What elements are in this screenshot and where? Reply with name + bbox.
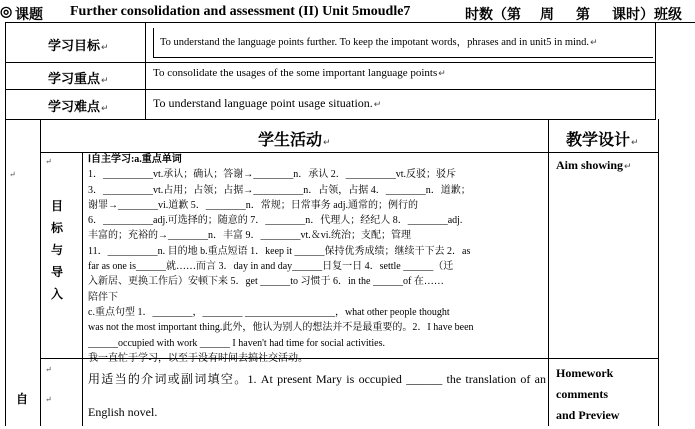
teaching-design-heading: 教学设计↵: [566, 130, 639, 149]
header-period-label: 时数（第: [465, 8, 521, 22]
content-line: 谢罪→________vi.道歉 5．________n．常规；日常事务 adj.通常的；例行的: [88, 199, 418, 211]
homework-design: Homework comments and Preview: [556, 366, 620, 422]
content-line: 陪伴下: [88, 291, 118, 303]
row-label-objectives: 学习目标↵: [48, 39, 109, 54]
design-note: Aim showing↵: [556, 158, 632, 172]
content-line: c.重点句型 1．________，________ __________________，what other people thought: [88, 306, 450, 318]
exercise-text: 用适当的介词或副词填空。1. At present Mary is occupied ______ the translation of an English novel.: [88, 372, 546, 419]
header-marker: ◎: [0, 5, 13, 20]
content-line: 3．__________vt.占用；占领；占据→__________n．占领，占据 4．________n．道歉；: [88, 184, 471, 196]
row-label-difficulty: 学习难点↵: [48, 100, 109, 115]
header-lesson-label: 课时）班级: [612, 8, 682, 22]
row-text-focus: To consolidate the usages of the some important language points↵: [153, 67, 446, 79]
row-text-objectives: To understand the language points further. To keep the impotant words，phrases and in unit5 in mind.↵: [160, 37, 598, 48]
content-line: Ⅰ自主学习:a.重点单词: [88, 154, 182, 165]
header-week-label: 周第: [540, 8, 612, 22]
paragraph-mark: ↵: [9, 170, 16, 179]
content-line: 丰富的；充裕的→________n．丰富 9．________vt.＆vi.统治；支配；管理: [88, 230, 412, 242]
bottom-side-label: 自: [15, 392, 28, 406]
paragraph-mark: ↵: [45, 395, 52, 404]
content-line: ______occupied with work ______ I haven't had time for social activities.: [88, 337, 386, 349]
content-line: 入新居、更换工作后）安顿下来 5．get ______to 习惯于 6．in the ______of 在……: [88, 276, 444, 288]
content-line: was not the most important thing.此外，他认为别人的想法并不是最重要的。2．I have been: [88, 322, 474, 334]
content-line: 6．__________adj.可选择的；随意的 7．________n．代理人；经纪人 8．________adj.: [88, 215, 463, 227]
student-activity-heading: 学生活动↵: [258, 130, 331, 149]
content-line: 11．__________n. 目的地 b.重点短语 1．keep it ______保持优秀成绩；继续干下去 2．as: [88, 245, 471, 257]
content-line: far as one is______就……而言 3．day in and day______日复一日 4．settle ______（迁: [88, 261, 454, 273]
row-label-focus: 学习重点↵: [48, 72, 109, 87]
header-title-english: Further consolidation and assessment (II) Unit 5moudle7: [70, 4, 411, 19]
paragraph-mark: ↵: [45, 365, 52, 374]
row-text-difficulty: To understand language point usage situation.↵: [153, 96, 382, 110]
content-line: 我一直忙于学习，以至于没有时间去搞社交活动。: [88, 352, 308, 364]
paragraph-mark: ↵: [45, 157, 52, 166]
content-line: 1．__________vt.承认；确认；答谢→________n．承认 2．__________vt.反驳；驳斥: [88, 169, 457, 181]
lesson-header: [0, 2, 695, 22]
self-study-content: [88, 152, 546, 366]
header-title-prefix: 课题: [15, 8, 43, 22]
side-label-objectives-intro: 目 标 与 导 入: [50, 199, 63, 301]
